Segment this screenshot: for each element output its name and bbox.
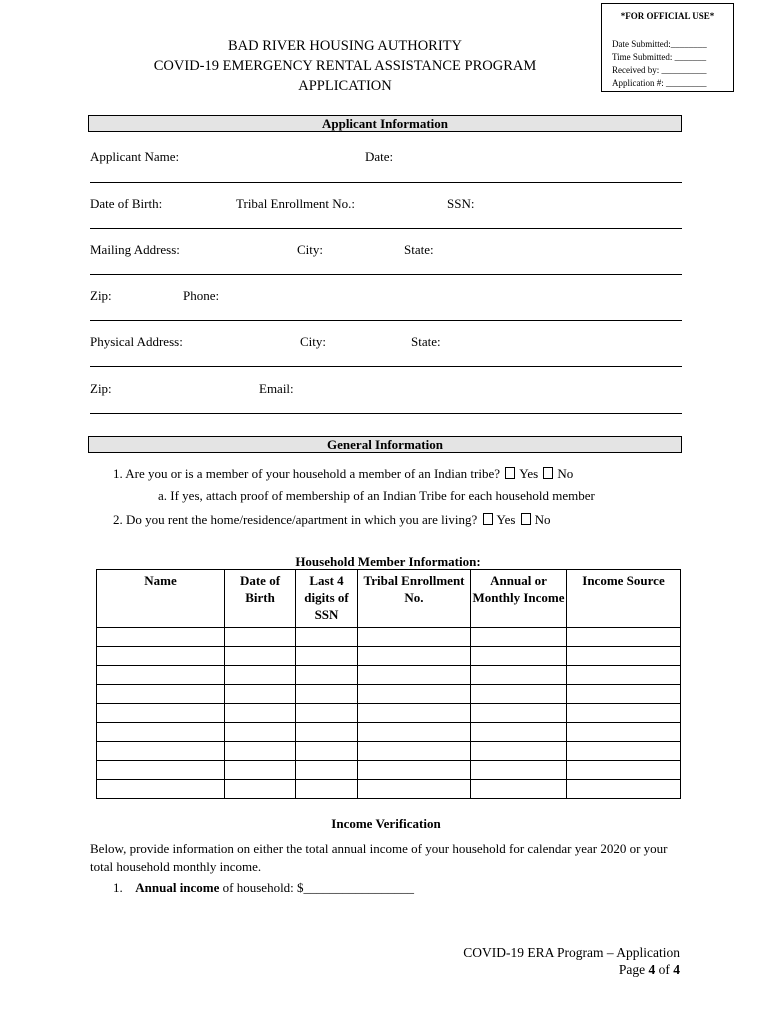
table-cell[interactable] [567,647,681,666]
table-cell[interactable] [358,628,471,647]
table-cell[interactable] [296,666,358,685]
income-instructions: Below, provide information on either the total annual income of your household for calendar year 2020 or your total household monthly income. [90,841,668,874]
footer-page-word: Page [618,962,649,977]
table-cell[interactable] [296,761,358,780]
zip-email-field[interactable] [90,413,682,414]
q2-yes-checkbox[interactable] [483,513,493,525]
tribal-enrollment-label: Tribal Enrollment No.: [236,196,356,211]
date-of-birth-field[interactable] [90,228,682,229]
question-2 [113,512,551,528]
column-header-ssn: Last 4 digits of SSN [296,570,358,628]
general-information-header: General Information [88,436,682,453]
applicant-information-header: Applicant Information [88,115,682,132]
table-cell[interactable] [296,628,358,647]
table-cell[interactable] [567,628,681,647]
mailing-city-label: City: [297,242,324,257]
table-row [97,685,681,704]
table-row [97,780,681,799]
application-number-line: Application #: _________ [612,78,707,88]
table-cell[interactable] [358,742,471,761]
table-cell[interactable] [225,628,296,647]
table-cell[interactable] [358,780,471,799]
table-cell[interactable] [471,742,567,761]
table-cell[interactable] [471,628,567,647]
column-header-name: Name [97,570,225,628]
table-cell[interactable] [567,780,681,799]
official-use-box [601,3,734,92]
table-cell[interactable] [225,780,296,799]
annual-income-field[interactable]: of household: $_________________ [219,880,415,895]
question-1-text: 1. Are you or is a member of your household a member of an Indian tribe? [113,466,500,481]
table-cell[interactable] [225,761,296,780]
q1-yes-checkbox[interactable] [505,467,515,479]
table-cell[interactable] [97,685,225,704]
physical-city-label: City: [300,334,327,349]
table-cell[interactable] [97,647,225,666]
ssn-label: SSN: [447,196,475,211]
phone-label: Phone: [183,288,220,303]
table-cell[interactable] [97,742,225,761]
date-label: Date: [365,149,394,164]
table-cell[interactable] [358,685,471,704]
table-cell[interactable] [97,704,225,723]
question-2-text: 2. Do you rent the home/residence/apartment in which you are living? [113,512,478,527]
footer-program: COVID-19 ERA Program – Application [463,945,680,960]
mailing-address-field[interactable] [90,274,682,275]
household-member-table [96,569,681,799]
q1-yes-label: Yes [519,466,539,481]
table-row [97,628,681,647]
physical-address-label: Physical Address: [90,334,183,349]
table-row [97,666,681,685]
official-use-heading: *FOR OFFICIAL USE* [620,11,715,21]
zip-label: Zip: [90,288,112,303]
column-header-income: Annual or Monthly Income [471,570,567,628]
table-cell[interactable] [225,685,296,704]
table-row [97,742,681,761]
table-cell[interactable] [471,647,567,666]
question-1a: a. If yes, attach proof of membership of an Indian Tribe for each household member [158,488,595,503]
table-row [97,647,681,666]
annual-income-item [113,880,414,896]
table-cell[interactable] [471,761,567,780]
table-cell[interactable] [358,761,471,780]
table-cell[interactable] [97,666,225,685]
household-table-title: Household Member Information: [295,554,481,569]
table-cell[interactable] [471,723,567,742]
annual-income-number: 1. [113,880,123,895]
table-cell[interactable] [471,704,567,723]
zip-phone-field[interactable] [90,320,682,321]
table-cell[interactable] [296,723,358,742]
annual-income-label: Annual income [135,880,220,895]
column-header-tribal-enrollment: Tribal Enrollment No. [358,570,471,628]
table-cell[interactable] [225,742,296,761]
table-row [97,704,681,723]
q2-yes-label: Yes [496,512,516,527]
table-cell[interactable] [225,666,296,685]
table-cell[interactable] [471,666,567,685]
physical-address-field[interactable] [90,366,682,367]
date-of-birth-label: Date of Birth: [90,196,163,211]
q1-no-label: No [557,466,574,481]
table-cell[interactable] [97,761,225,780]
table-cell[interactable] [358,723,471,742]
footer-page-of: of [655,962,674,977]
table-cell[interactable] [97,723,225,742]
zip-label-2: Zip: [90,381,112,396]
table-cell[interactable] [358,704,471,723]
table-cell[interactable] [296,780,358,799]
table-cell[interactable] [471,780,567,799]
table-body [97,628,681,799]
table-cell[interactable] [567,704,681,723]
footer-page-number [619,962,680,978]
table-cell[interactable] [225,723,296,742]
table-cell[interactable] [225,704,296,723]
mailing-address-label: Mailing Address: [90,242,180,257]
org-title: BAD RIVER HOUSING AUTHORITY [227,38,462,54]
table-cell[interactable] [567,723,681,742]
table-row [97,761,681,780]
table-cell[interactable] [471,685,567,704]
footer-page-total: 4 [673,962,680,977]
question-1 [113,466,573,482]
column-header-income-source: Income Source [567,570,681,628]
email-label: Email: [259,381,294,396]
table-row [97,723,681,742]
program-title: COVID-19 EMERGENCY RENTAL ASSISTANCE PROGRAM [153,58,537,74]
mailing-state-label: State: [404,242,434,257]
time-submitted-line: Time Submitted: _______ [612,52,707,62]
table-cell[interactable] [97,628,225,647]
physical-state-label: State: [411,334,441,349]
q1-no-checkbox[interactable] [543,467,553,479]
table-cell[interactable] [567,685,681,704]
q2-no-label: No [534,512,551,527]
table-cell[interactable] [296,704,358,723]
column-header-date-of-birth: Date of Birth [225,570,296,628]
table-cell[interactable] [225,647,296,666]
table-cell[interactable] [567,666,681,685]
form-title: APPLICATION [298,78,392,94]
q2-no-checkbox[interactable] [521,513,531,525]
applicant-name-label: Applicant Name: [90,149,180,164]
table-header-row [97,570,681,628]
table-cell[interactable] [296,647,358,666]
table-cell[interactable] [358,666,471,685]
date-submitted-line: Date Submitted:________ [612,39,707,49]
income-verification-title: Income Verification [331,816,441,831]
table-cell[interactable] [296,685,358,704]
received-by-line: Received by: __________ [612,65,707,75]
table-cell[interactable] [567,742,681,761]
table-cell[interactable] [97,780,225,799]
table-cell[interactable] [358,647,471,666]
table-cell[interactable] [567,761,681,780]
footer-page-current: 4 [648,962,656,977]
table-cell[interactable] [296,742,358,761]
applicant-name-field[interactable] [90,182,682,183]
